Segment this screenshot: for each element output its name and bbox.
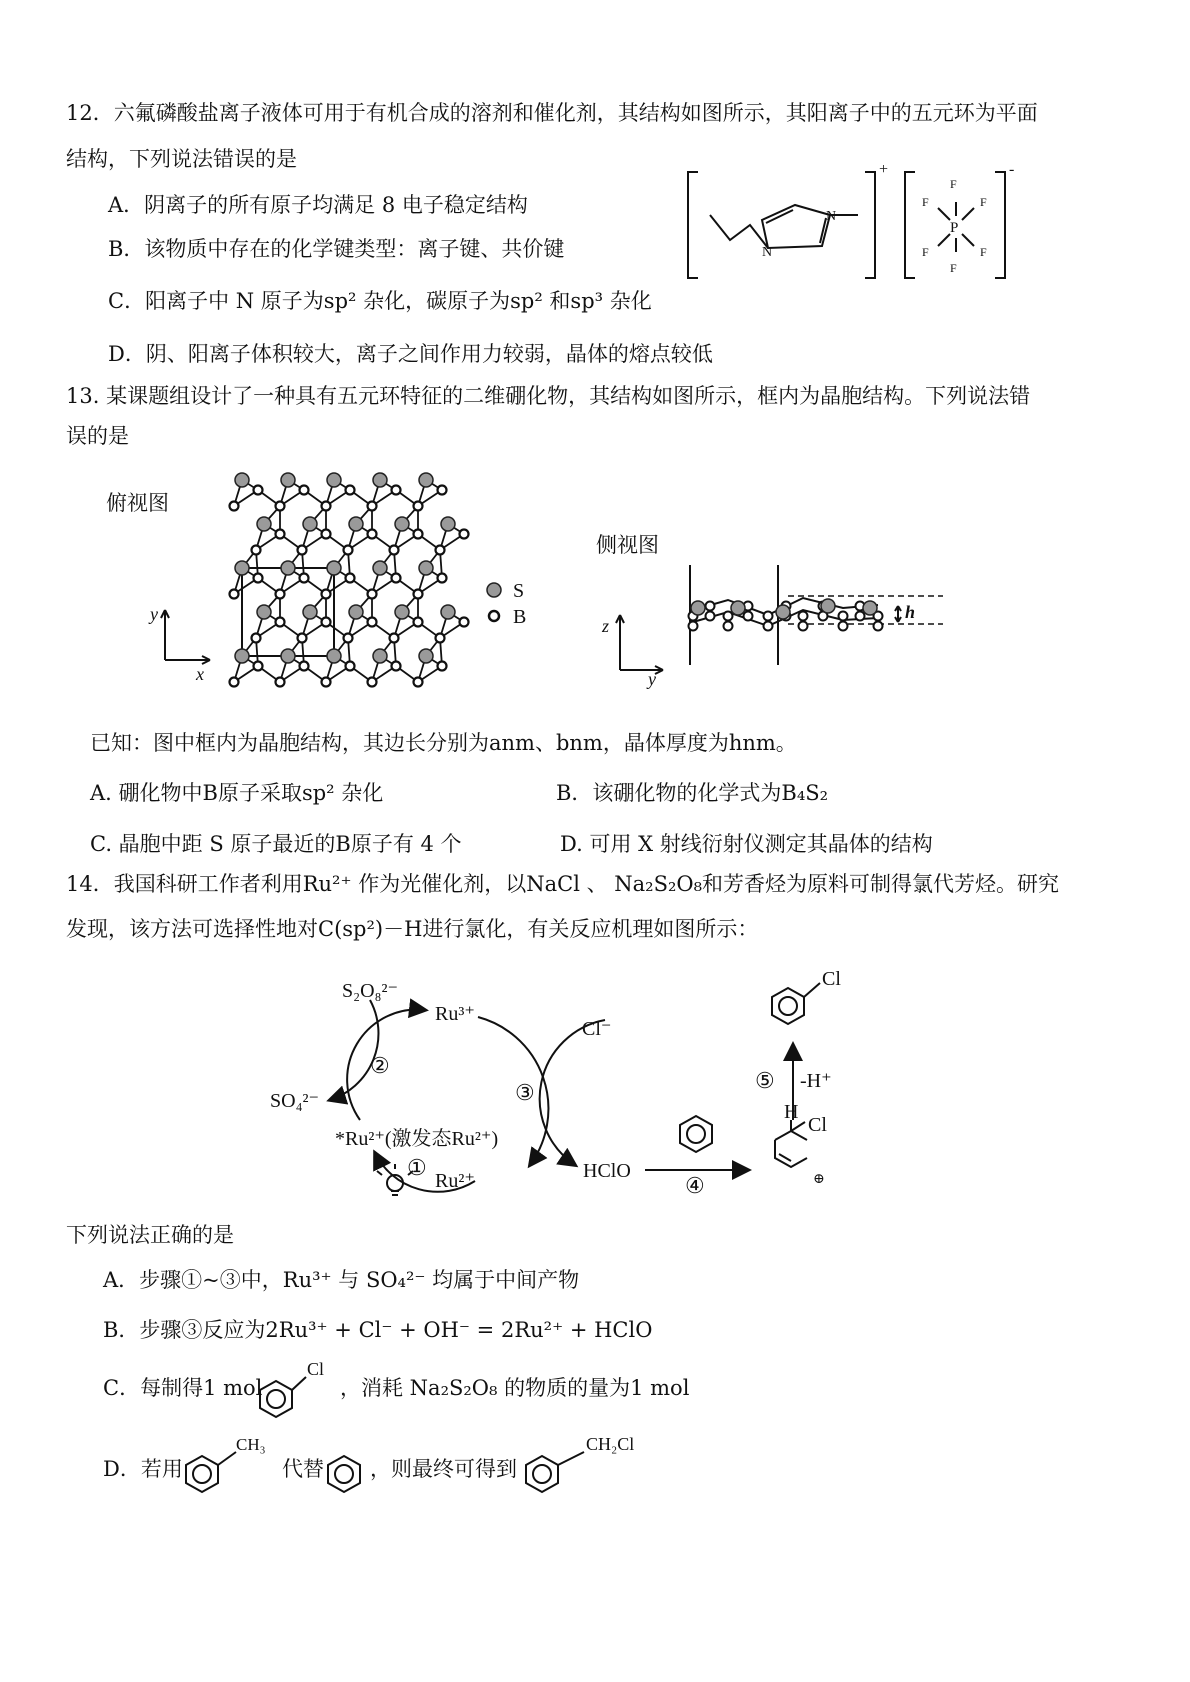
- q14-option-a: A．步骤①~③中，Ru³⁺ 与 SO₄²⁻ 均属于中间产物: [103, 1268, 580, 1292]
- b-atom: [276, 530, 285, 539]
- mech-step2: ②: [370, 1053, 390, 1078]
- b-atom: [322, 530, 331, 539]
- b-atom: [276, 590, 285, 599]
- q14-option-c-part1: C．每制得1 mol: [103, 1376, 263, 1400]
- b-atom: [414, 678, 423, 687]
- mech-cl-product: Cl: [822, 968, 841, 990]
- b-atom-side: [764, 622, 773, 631]
- b-atom: [322, 502, 331, 511]
- mech-step1: ①: [407, 1155, 427, 1180]
- mech-h-label: H: [784, 1101, 799, 1123]
- mech-so4: SO₄²⁻: [270, 1090, 320, 1112]
- b-atom-side: [706, 612, 715, 621]
- q13-boride-side-view: [598, 560, 958, 690]
- mech-ru2-excited: *Ru²⁺(激发态Ru²⁺): [335, 1128, 499, 1150]
- b-atom: [254, 662, 263, 671]
- mech-cl-intermediate: Cl: [808, 1114, 827, 1136]
- thickness-h-label: h: [905, 602, 916, 622]
- q14-stem-line1: 14．我国科研工作者利用Ru²⁺ 作为光催化剂，以NaCl 、 Na₂S₂O₈和芳香烃为原料可制得氯代芳烃。研究: [66, 872, 1060, 896]
- mech-s2o8: S₂O₈²⁻: [342, 980, 399, 1002]
- svg-text:Cl: Cl: [307, 1359, 325, 1379]
- b-atom: [436, 546, 445, 555]
- s-atom: [235, 649, 249, 663]
- q14-option-d-benzyl-chloride: [516, 1430, 676, 1500]
- b-atom: [230, 590, 239, 599]
- b-atom: [322, 590, 331, 599]
- s-atom-side: [776, 605, 790, 619]
- svg-text:F: F: [922, 245, 929, 259]
- q13-option-b: B．该硼化物的化学式为B₄S₂: [556, 781, 829, 805]
- b-atom-side: [724, 612, 733, 621]
- b-atom: [254, 486, 263, 495]
- s-atom: [327, 473, 341, 487]
- mech-ru3: Ru³⁺: [435, 1003, 475, 1025]
- q13-option-d: D. 可用 X 射线衍射仪测定其晶体的结构: [560, 832, 933, 856]
- svg-text:N: N: [826, 209, 837, 224]
- s-atom: [327, 561, 341, 575]
- b-atom-side: [856, 612, 865, 621]
- svg-text:CH₃: CH₃: [236, 1435, 266, 1454]
- b-atom: [390, 634, 399, 643]
- q13-known: 已知：图中框内为晶胞结构，其边长分别为anm、bnm，晶体厚度为hnm。: [90, 731, 797, 755]
- b-atom: [300, 662, 309, 671]
- b-atom: [276, 678, 285, 687]
- s-atom: [235, 473, 249, 487]
- s-atom: [395, 605, 409, 619]
- mech-cl-minus: Cl⁻: [582, 1018, 612, 1040]
- s-atom-side: [863, 601, 877, 615]
- q12-option-d: D．阴、阳离子体积较大，离子之间作用力较弱，晶体的熔点较低: [108, 342, 713, 366]
- s-atom: [419, 561, 433, 575]
- b-atom: [368, 618, 377, 627]
- svg-text:P: P: [950, 220, 959, 236]
- b-atom: [230, 502, 239, 511]
- q14-option-c-chlorobenzene: [252, 1355, 342, 1425]
- s-atom: [349, 605, 363, 619]
- q14-option-d-part2: 代替: [282, 1457, 324, 1481]
- b-atom: [438, 574, 447, 583]
- svg-text:N: N: [762, 245, 773, 260]
- q12-option-b: B．该物质中存在的化学键类型：离子键、共价键: [108, 237, 565, 261]
- s-atom-side: [821, 599, 835, 613]
- q14-option-d-toluene: [178, 1430, 288, 1500]
- s-atom: [419, 649, 433, 663]
- b-atom: [322, 618, 331, 627]
- s-atom: [257, 605, 271, 619]
- mech-minus-h: -H⁺: [800, 1070, 832, 1092]
- svg-text:F: F: [980, 245, 987, 259]
- b-atom: [392, 574, 401, 583]
- q14-option-d-part3: ，则最终可得到: [370, 1457, 517, 1481]
- mech-step3: ③: [515, 1080, 535, 1105]
- s-atom: [441, 517, 455, 531]
- mech-step4: ④: [685, 1173, 705, 1198]
- b-atom: [436, 634, 445, 643]
- q12-cation-charge: +: [879, 161, 889, 178]
- svg-text:F: F: [980, 195, 987, 209]
- q14-option-d-part1: D．若用: [103, 1457, 183, 1481]
- b-atom-side: [706, 602, 715, 611]
- b-atom: [390, 546, 399, 555]
- s-atom: [281, 473, 295, 487]
- b-atom: [344, 546, 353, 555]
- mech-ru2: Ru²⁺: [435, 1170, 475, 1192]
- q13-legend: [485, 578, 545, 638]
- s-atom: [235, 561, 249, 575]
- b-atom: [346, 486, 355, 495]
- s-atom: [327, 649, 341, 663]
- q14-prompt: 下列说法正确的是: [66, 1223, 234, 1247]
- q12-stem-line2: 结构，下列说法错误的是: [66, 147, 297, 171]
- b-atom-side: [839, 622, 848, 631]
- s-atom: [303, 605, 317, 619]
- q13-stem-line1: 13. 某课题组设计了一种具有五元环特征的二维硼化物，其结构如图所示，框内为晶胞结构。下列说法错: [66, 384, 1031, 408]
- b-atom: [414, 530, 423, 539]
- b-atom-side: [764, 612, 773, 621]
- b-atom: [298, 634, 307, 643]
- q12-anion-charge: -: [1009, 161, 1015, 178]
- s-atom: [419, 473, 433, 487]
- legend-b: B: [513, 606, 527, 628]
- b-atom: [300, 574, 309, 583]
- b-atom: [460, 618, 469, 627]
- s-atom: [281, 649, 295, 663]
- s-atom-side: [731, 601, 745, 615]
- b-atom: [460, 530, 469, 539]
- q14-option-d-benzene: [318, 1430, 378, 1500]
- s-atom: [349, 517, 363, 531]
- q14-option-b: B．步骤③反应为2Ru³⁺ + Cl⁻ + OH⁻ = 2Ru²⁺ + HClO: [103, 1318, 653, 1342]
- b-atom: [230, 678, 239, 687]
- mech-step5: ⑤: [755, 1068, 775, 1093]
- b-atom: [392, 486, 401, 495]
- q12-option-c: C．阳离子中 N 原子为sp² 杂化，碳原子为sp² 和sp³ 杂化: [108, 289, 652, 313]
- svg-text:F: F: [950, 261, 957, 275]
- q13-boride-top-view: [150, 460, 470, 690]
- b-atom: [346, 662, 355, 671]
- b-atom: [252, 546, 261, 555]
- s-atom: [303, 517, 317, 531]
- b-atom: [298, 546, 307, 555]
- s-atom: [281, 561, 295, 575]
- b-atom-side: [799, 612, 808, 621]
- q12-ionic-liquid-structure: [680, 160, 1020, 290]
- s-atom: [373, 561, 387, 575]
- b-atom-side: [744, 612, 753, 621]
- axis-z-label: z: [602, 616, 610, 636]
- q14-option-c-part2: ，消耗 Na₂S₂O₈ 的物质的量为1 mol: [340, 1376, 690, 1400]
- q12-option-a: A．阴离子的所有原子均满足 8 电子稳定结构: [108, 193, 528, 217]
- axis-y-label: y: [150, 604, 158, 624]
- s-atom: [257, 517, 271, 531]
- svg-text:CH₂Cl: CH₂Cl: [586, 1434, 635, 1454]
- b-atom: [414, 618, 423, 627]
- b-atom: [368, 530, 377, 539]
- q13-side-view-label: 侧视图: [596, 533, 659, 557]
- b-atom-side: [799, 622, 808, 631]
- q13-option-c: C. 晶胞中距 S 原子最近的B原子有 4 个: [90, 832, 462, 856]
- axis-y2-label: y: [648, 669, 656, 689]
- svg-text:F: F: [922, 195, 929, 209]
- mech-plus-charge: ⊕: [813, 1172, 825, 1187]
- s-atom: [441, 605, 455, 619]
- s-atom: [373, 649, 387, 663]
- b-atom: [322, 678, 331, 687]
- q13-stem-line2: 误的是: [66, 424, 129, 448]
- q13-option-a: A. 硼化物中B原子采取sp² 杂化: [90, 781, 384, 805]
- svg-text:F: F: [950, 177, 957, 191]
- b-atom: [438, 662, 447, 671]
- axis-x-label: x: [196, 664, 204, 684]
- b-atom: [344, 634, 353, 643]
- legend-s: S: [513, 580, 525, 602]
- b-atom: [346, 574, 355, 583]
- q12-stem-line1: 12．六氟磷酸盐离子液体可用于有机合成的溶剂和催化剂，其结构如图所示，其阳离子中的五元环为平面: [66, 101, 1038, 125]
- b-atom: [368, 678, 377, 687]
- b-atom-side: [724, 622, 733, 631]
- b-atom: [438, 486, 447, 495]
- b-atom: [368, 590, 377, 599]
- s-atom: [373, 473, 387, 487]
- s-atom-side: [691, 601, 705, 615]
- b-atom: [276, 618, 285, 627]
- b-atom: [276, 502, 285, 511]
- b-atom: [414, 502, 423, 511]
- s-atom: [395, 517, 409, 531]
- b-atom: [254, 574, 263, 583]
- b-atom-side: [874, 622, 883, 631]
- q13-top-view-label: 俯视图: [106, 491, 169, 515]
- b-atom: [392, 662, 401, 671]
- b-atom: [414, 590, 423, 599]
- mech-hclo: HClO: [583, 1160, 631, 1182]
- q14-stem-line2: 发现，该方法可选择性地对C(sp²)－H进行氯化，有关反应机理如图所示：: [66, 917, 759, 941]
- b-atom-side: [839, 612, 848, 621]
- b-atom: [368, 502, 377, 511]
- q14-mechanism-diagram: [260, 955, 900, 1210]
- b-atom: [252, 634, 261, 643]
- b-atom-side: [689, 622, 698, 631]
- b-atom: [300, 486, 309, 495]
